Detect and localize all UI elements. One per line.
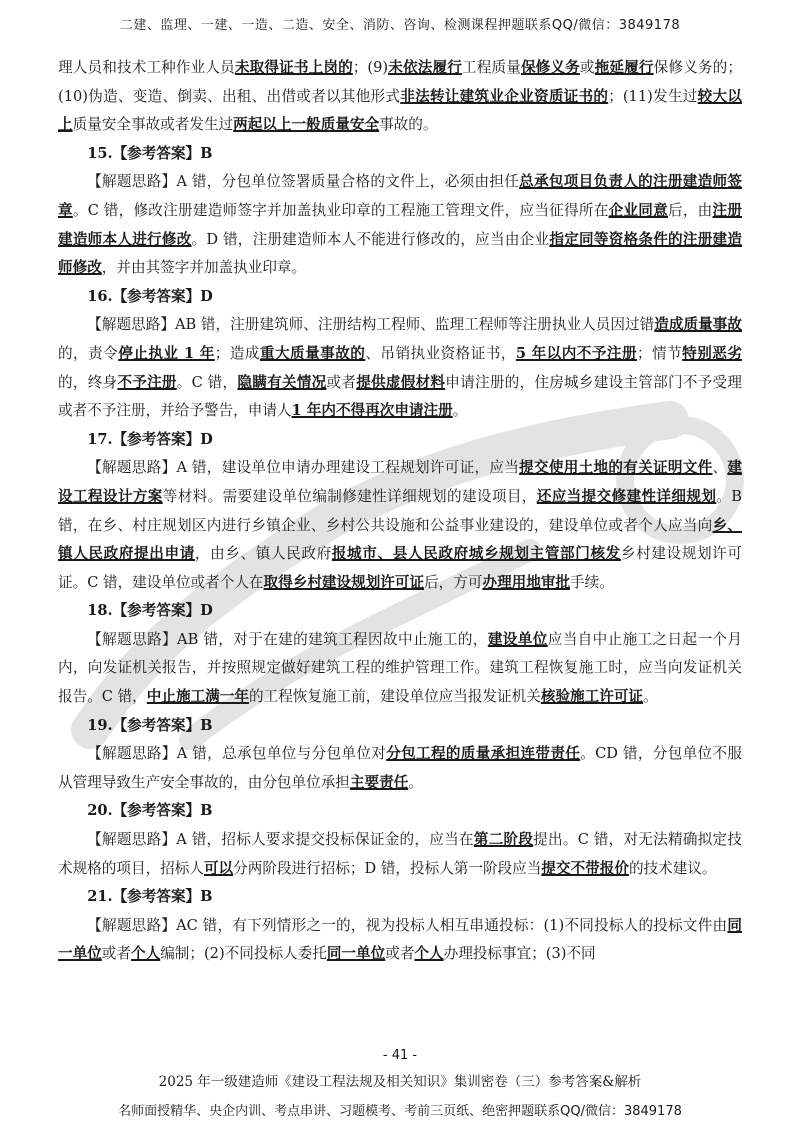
key-phrase: 取得乡村建设规划许可证 (263, 573, 425, 591)
text-run: 办理投标事宜；(3)不同 (443, 945, 596, 963)
text-run: 或者 (385, 945, 415, 963)
text-run: 工程质量 (461, 59, 521, 76)
q21-explanation (58, 912, 742, 969)
text-run: 。D 错，注册建造师本人不能进行修改的，应当由企业 (191, 230, 550, 248)
text-run: 。 (452, 402, 468, 420)
text-run: ；情节 (637, 344, 683, 362)
q18-answer: 18.【参考答案】D (87, 602, 213, 620)
text-run: 的，责令 (58, 344, 119, 362)
q15-explanation (58, 168, 742, 282)
key-phrase: 两起以上一般质量安全 (233, 116, 380, 134)
text-run: A 错，总承包单位与分包单位对 (176, 745, 387, 763)
text-run: 等材料。需要建设单位编制修建性详细规划的建设项目， (162, 487, 537, 505)
text-run: 【解题思路】 (87, 916, 177, 934)
text-run: AB 错，注册建筑师、注册结构工程师、监理工程师等注册执业人员因过错 (174, 316, 655, 334)
key-phrase: 核验施工许可证 (540, 688, 644, 706)
key-phrase: 未取得证书上岗的 (234, 59, 353, 76)
key-phrase: 分包工程的质量承担连带责任 (386, 745, 581, 763)
text-run: 的工程恢复施工前，建设单位应当报发证机关 (248, 688, 541, 706)
key-phrase: 提供虚假材料 (356, 373, 446, 391)
key-phrase: 个人 (414, 945, 444, 963)
key-phrase: 未依法履行 (388, 59, 462, 76)
key-phrase: 办理用地审批 (482, 573, 571, 591)
footer-promo: 名师面授精华、央企内训、考点串讲、习题模考、考前三页纸、绝密押题联系QQ/微信：3849178 (118, 1104, 682, 1119)
text-run: 的，终身 (58, 373, 118, 391)
key-phrase: 总承包项目负责人的注册建造师签章 (58, 173, 742, 219)
text-run: 【解题思路】 (87, 630, 178, 648)
text-run: 理人员和技术工种作业人员 (58, 59, 235, 76)
key-phrase: 1 年内不得再次申请注册 (291, 402, 453, 420)
text-run: A 错，建设单位申请办理建设工程规划许可证，应当 (176, 459, 520, 477)
key-phrase: 建设工程设计方案 (58, 459, 742, 505)
key-phrase: 较大以上 (58, 87, 742, 134)
key-phrase: 不予注册 (117, 373, 177, 391)
text-run: 。C 错，修改注册建造师签字并加盖执业印章的工程施工管理文件，应当征得所在 (72, 201, 609, 219)
text-run: 提出。C 错，对无法精确拟定技术规格的项目，招标人 (58, 831, 742, 877)
key-phrase: 保修义务 (520, 59, 580, 76)
text-run: 保修义务的；(10)伪造、变造、倒卖、出租、出借或者以其他形式 (58, 59, 742, 105)
key-phrase: 主要责任 (349, 773, 409, 791)
key-phrase: 乡、镇人民政府提出申请 (58, 516, 742, 563)
key-phrase: 建设单位 (487, 630, 548, 648)
q21-answer: 21.【参考答案】B (87, 888, 213, 906)
text-run: 【解题思路】 (87, 831, 177, 849)
text-run: 。C 错， (176, 373, 238, 391)
text-run: ，由乡、镇人民政府 (194, 545, 332, 563)
text-run: 。 (643, 688, 658, 706)
key-phrase: 中止施工满一年 (146, 688, 249, 706)
key-phrase: 提交使用土地的有关证明文件 (519, 459, 713, 477)
text-run: 【解题思路】 (87, 173, 177, 191)
key-phrase: 重大质量事故的 (259, 344, 366, 362)
q17-answer: 17.【参考答案】D (87, 430, 213, 448)
book-title: 2025 年一级建造师《建设工程法规及相关知识》集训密卷（三）参考答案&解析 (158, 1074, 642, 1090)
q18-explanation (58, 626, 742, 712)
text-run: 后，由 (667, 201, 713, 219)
key-phrase: 个人 (131, 945, 161, 963)
text-run: 申请注册的，住房城乡建设主管部门不予受理或者不予注册，并给予警告，申请人 (58, 373, 742, 420)
key-phrase: 特别恶劣 (682, 344, 742, 362)
page-number: - 41 - (382, 1048, 418, 1063)
text-run: 手续。 (570, 573, 614, 591)
text-run: ；(9) (352, 59, 389, 76)
key-phrase: 拖延履行 (594, 59, 654, 76)
key-phrase: 注册建造师本人进行修改 (58, 201, 742, 248)
key-phrase: 可以 (203, 859, 234, 877)
q20-explanation (58, 826, 742, 883)
text-run: 或者 (101, 945, 131, 963)
q16-explanation (58, 311, 742, 425)
text-run: 的技术建议。 (628, 859, 717, 877)
key-phrase: 同一单位 (58, 916, 742, 963)
key-phrase: 同一单位 (326, 945, 386, 963)
intro-paragraph (58, 54, 742, 140)
header-promo: 二建、监理、一建、一造、二造、安全、消防、咨询、检测课程押题联系QQ/微信：3849178 (119, 18, 681, 33)
q19-answer: 19.【参考答案】B (87, 716, 213, 734)
key-phrase: 还应当提交修建性详细规划 (536, 487, 717, 505)
key-phrase: 造成质量事故 (654, 316, 742, 334)
key-phrase: 报城市、县人民政府城乡规划主管部门核发 (331, 545, 621, 563)
text-run: 分两阶段进行招标；D 错，投标人第一阶段应当 (233, 859, 542, 877)
text-run: 后，方可 (424, 573, 483, 591)
text-run: 乡村建设规划许可证。C 错，建设单位或者个人在 (58, 545, 742, 591)
text-run: 【解题思路】 (87, 316, 175, 334)
text-run: AC 错，有下列情形之一的，视为投标人相互串通投标：(1)不同投标人的投标文件由 (176, 916, 728, 934)
text-run: A 错，招标人要求提交投标保证金的，应当在 (176, 831, 474, 849)
key-phrase: 停止执业 1 年 (118, 344, 215, 362)
key-phrase: 第二阶段 (473, 831, 534, 849)
q17-explanation (58, 454, 742, 597)
text-run: ，并由其签字并加盖执业印章。 (101, 259, 307, 277)
text-run: ；造成 (214, 344, 260, 362)
document-body (58, 54, 742, 969)
text-run: A 错，分包单位签署质量合格的文件上，必须由担任 (176, 173, 520, 191)
text-run: 或者 (326, 373, 357, 391)
key-phrase: 非法转让建筑业企业资质证书的 (400, 87, 609, 105)
key-phrase: 指定同等资格条件的注册建造师修改 (58, 230, 742, 277)
text-run: 。B 错，在乡、村庄规划区内进行乡镇企业、乡村公共设施和公益事业建设的，建设单位或者个人应当向 (58, 487, 742, 534)
q15-answer: 15.【参考答案】B (87, 144, 213, 162)
text-run: 、 (712, 459, 728, 477)
q19-explanation (58, 740, 742, 797)
text-run: 编制；(2)不同投标人委托 (160, 945, 327, 963)
key-phrase: 5 年以内不予注册 (515, 344, 637, 362)
text-run: 【解题思路】 (87, 745, 177, 763)
text-run: 。 (408, 773, 423, 791)
key-phrase: 企业同意 (608, 201, 668, 219)
text-run: 或 (579, 59, 595, 76)
q16-answer: 16.【参考答案】D (87, 287, 213, 305)
key-phrase: 提交不带报价 (541, 859, 629, 877)
text-run: 、吊销执业资格证书， (365, 344, 516, 362)
q20-answer: 20.【参考答案】B (87, 802, 213, 820)
text-run: 质量安全事故或者发生过 (72, 116, 234, 134)
text-run: ；(11)发生过 (608, 87, 698, 105)
text-run: 。CD 错，分包单位不服从管理导致生产安全事故的，由分包单位承担 (58, 745, 742, 791)
key-phrase: 隐瞒有关情况 (237, 373, 327, 391)
text-run: AB 错，对于在建的建筑工程因故中止施工的， (177, 630, 488, 648)
text-run: 事故的。 (379, 116, 438, 134)
text-run: 【解题思路】 (87, 459, 177, 477)
text-run: 应当自中止施工之日起一个月内，向发证机关报告，并按照规定做好建筑工程的维护管理工作。建筑工程恢复施工时，应当向发证机关报告。C 错， (58, 630, 742, 706)
